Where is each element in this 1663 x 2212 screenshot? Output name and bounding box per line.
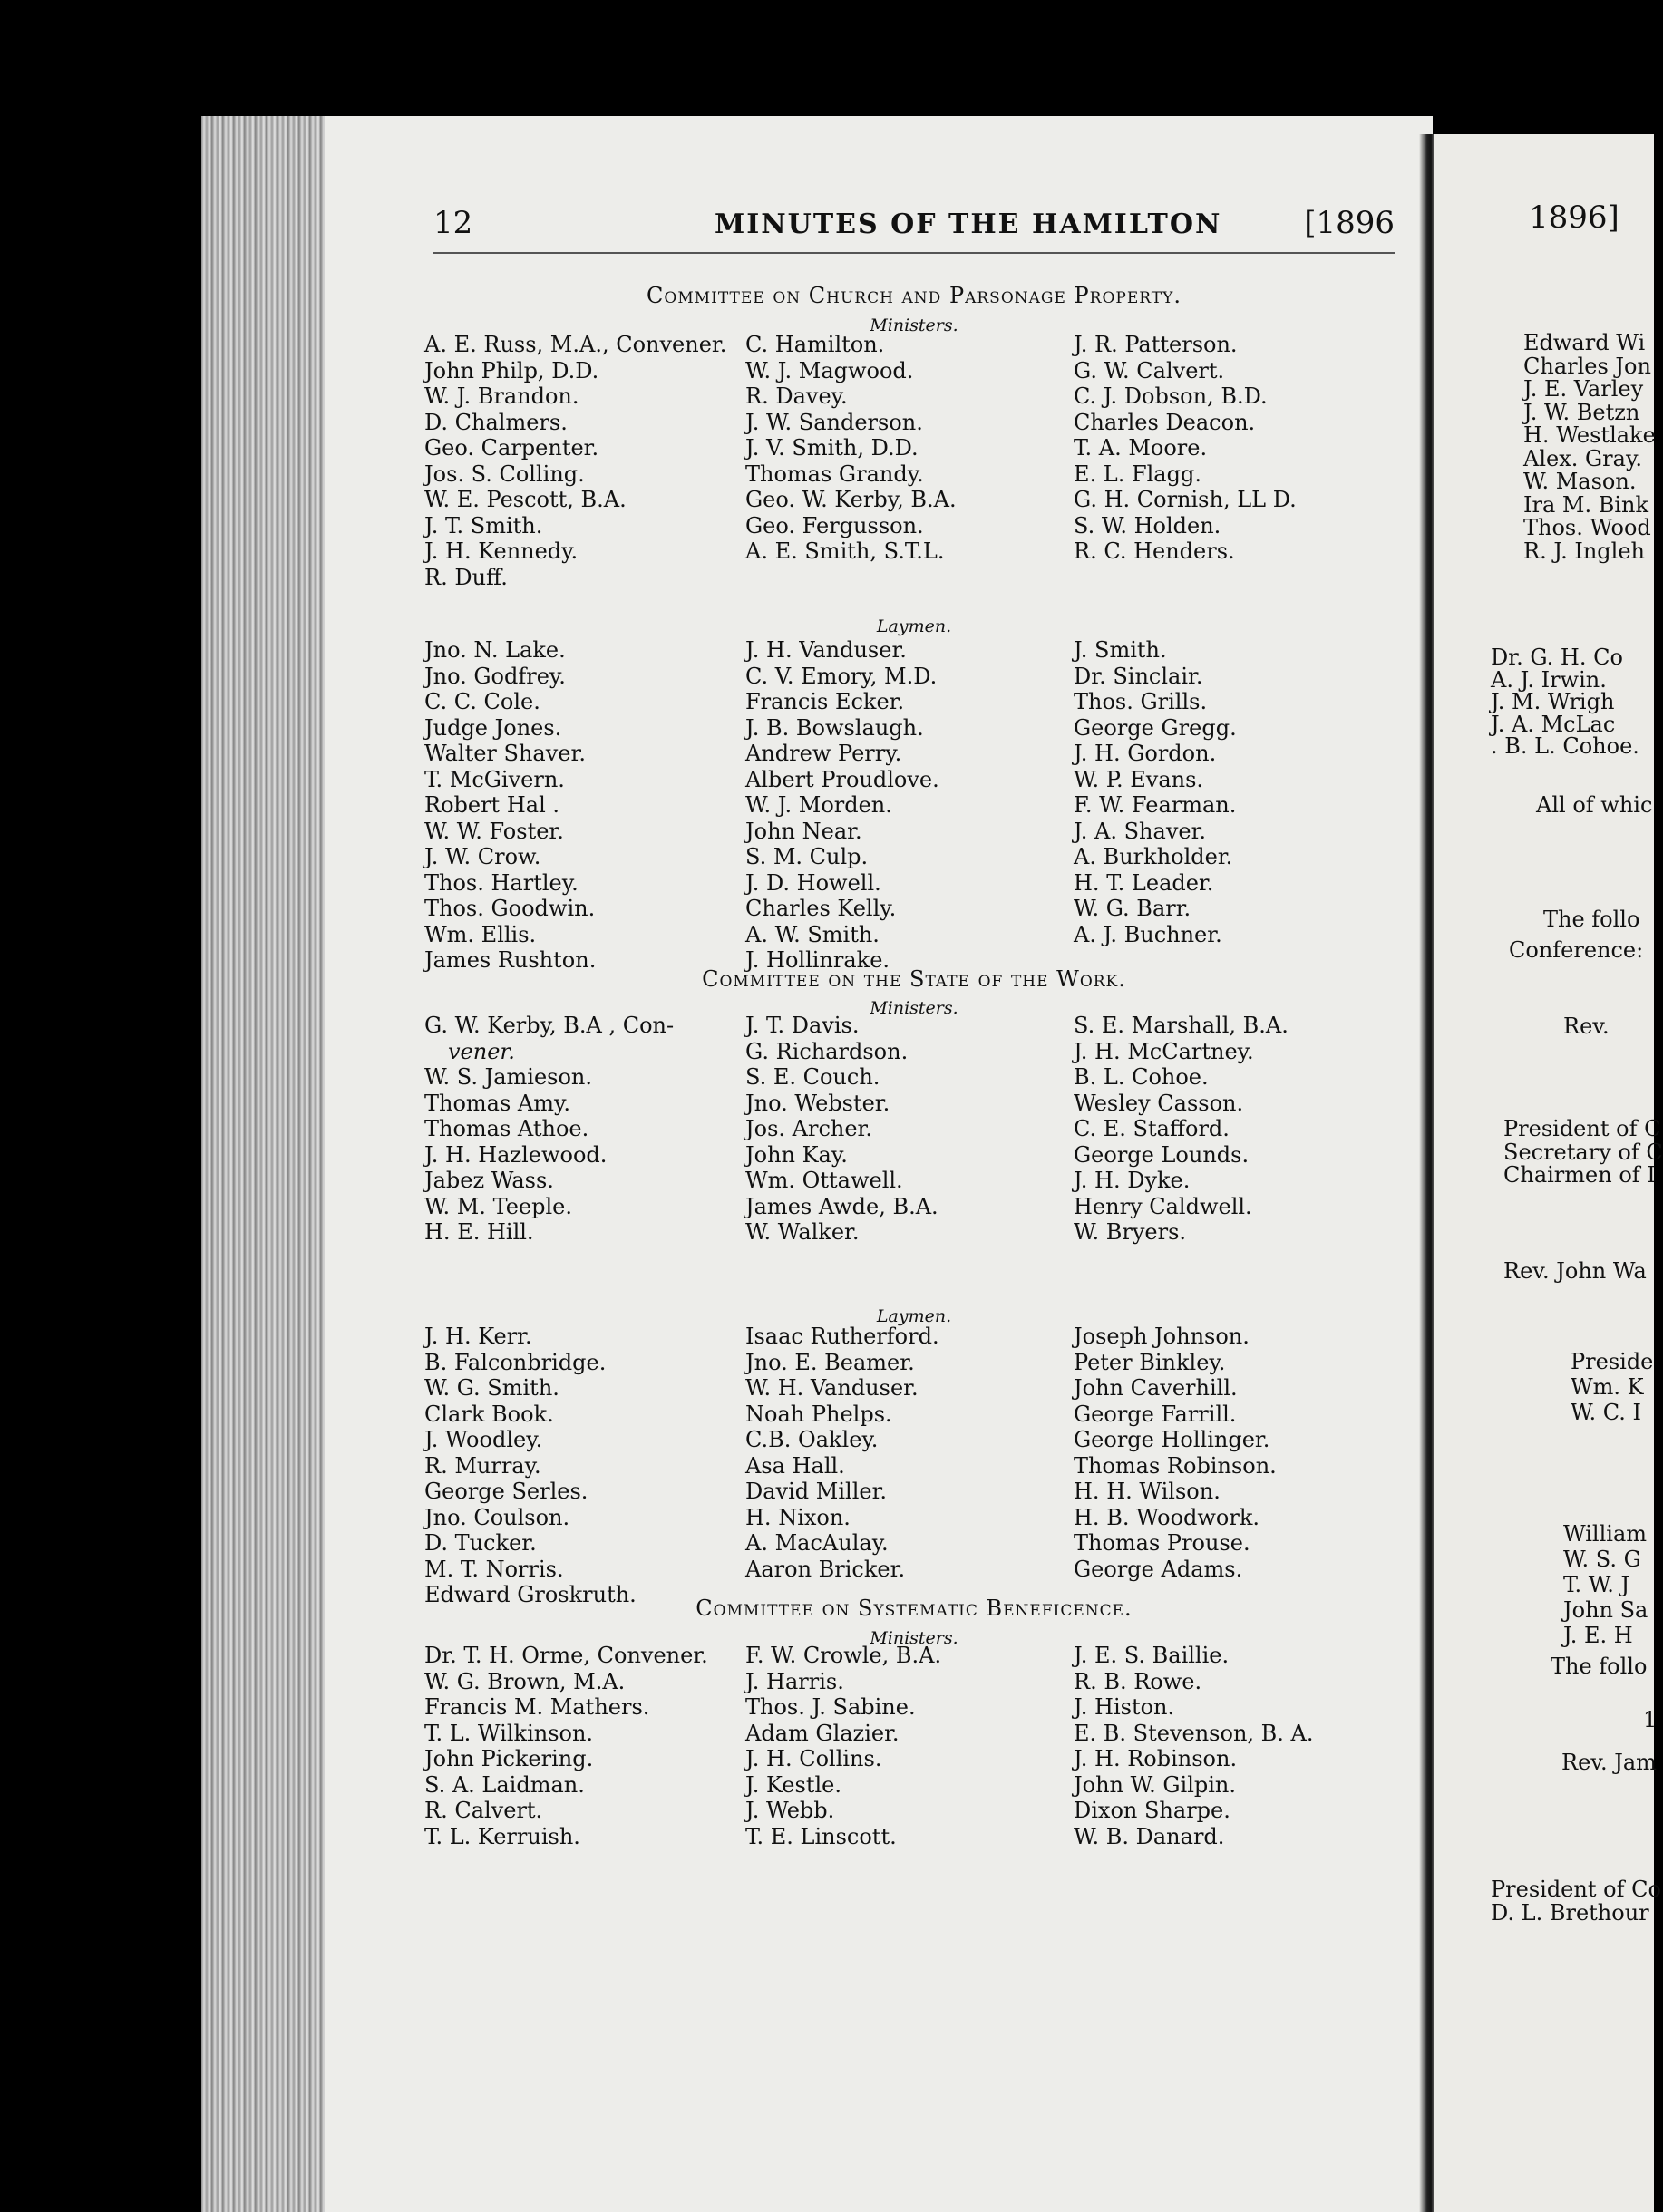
- name-column: [745, 332, 957, 565]
- member-name: C.B. Oakley.: [745, 1427, 879, 1452]
- member-name: J. Woodley.: [424, 1427, 543, 1452]
- member-name: Jabez Wass.: [424, 1168, 554, 1193]
- member-name: M. T. Norris.: [424, 1556, 564, 1582]
- name-column: [1074, 637, 1237, 947]
- right-page-line: . B. L. Cohoe.: [1491, 733, 1639, 759]
- page-number: 12: [433, 205, 473, 241]
- right-page-header: 1896]: [1529, 199, 1619, 236]
- member-name: John Philp, D.D.: [424, 357, 599, 383]
- right-page-line: W. C. I: [1571, 1400, 1641, 1425]
- right-page-line: Conference:: [1509, 937, 1644, 963]
- member-name: J. V. Smith, D.D.: [745, 435, 919, 461]
- member-name: Geo. Fergusson.: [745, 512, 924, 538]
- member-name: Thos. J. Sabine.: [745, 1694, 916, 1720]
- member-name: J. W. Crow.: [424, 844, 541, 869]
- right-page-line: Secretary of C: [1503, 1139, 1663, 1165]
- member-name: J. E. S. Baillie.: [1074, 1643, 1230, 1668]
- name-column: [1074, 1643, 1314, 1849]
- member-name: R. B. Rowe.: [1074, 1668, 1202, 1694]
- right-page-line: R. J. Ingleh: [1523, 538, 1645, 564]
- member-name: G. Richardson.: [745, 1038, 909, 1064]
- member-name: A. Burkholder.: [1074, 844, 1233, 869]
- group-label: Ministers.: [870, 998, 958, 1018]
- right-page-block: [1491, 1877, 1661, 1925]
- member-name: Francis M. Mathers.: [424, 1694, 650, 1720]
- right-page-line: H. Westlake: [1523, 422, 1656, 448]
- member-name: Thos. Goodwin.: [424, 896, 596, 921]
- member-name: J. Histon.: [1074, 1694, 1175, 1720]
- member-name: George Gregg.: [1074, 714, 1237, 741]
- right-page: [1434, 134, 1663, 2212]
- member-name: H. B. Woodwork.: [1074, 1504, 1260, 1530]
- member-name: Geo. Carpenter.: [424, 435, 599, 461]
- name-column: [745, 1013, 938, 1246]
- right-page-line: Thos. Wood: [1523, 515, 1651, 540]
- member-name: D. Chalmers.: [424, 409, 568, 435]
- member-name: Jno. Coulson.: [424, 1504, 570, 1530]
- member-name: W. Bryers.: [1074, 1219, 1187, 1245]
- member-name: J. H. Collins.: [745, 1746, 882, 1771]
- member-name: J. H. Hazlewood.: [424, 1141, 608, 1168]
- member-name: R. Murray.: [424, 1452, 541, 1479]
- member-name: F. W. Crowle, B.A.: [745, 1643, 942, 1668]
- member-name: W. G. Smith.: [424, 1375, 559, 1401]
- right-page-line: Rev. John Wa: [1503, 1258, 1647, 1284]
- member-name: Joseph Johnson.: [1074, 1324, 1250, 1349]
- right-page-line: A. J. Irwin.: [1491, 666, 1607, 693]
- group-label: Laymen.: [876, 1306, 952, 1326]
- member-name: Wm. Ottawell.: [745, 1168, 903, 1193]
- member-name: Walter Shaver.: [424, 741, 586, 766]
- member-name: F. W. Fearman.: [1074, 792, 1237, 818]
- member-name: W. W. Foster.: [424, 818, 564, 844]
- member-name: Thos. Hartley.: [424, 869, 579, 896]
- member-name: J. H. Gordon.: [1074, 741, 1217, 766]
- name-column: [745, 637, 939, 974]
- member-name: James Rushton.: [424, 947, 597, 973]
- right-page-line: W. S. G: [1563, 1547, 1641, 1572]
- right-page-block: [1503, 1258, 1647, 1285]
- name-column: [424, 1013, 674, 1246]
- member-name: J. H. Vanduser.: [745, 637, 907, 663]
- member-name: Aaron Bricker.: [745, 1556, 906, 1582]
- right-page-line: T. W. J: [1563, 1572, 1630, 1597]
- member-name: Wesley Casson.: [1074, 1090, 1244, 1116]
- member-name: George Lounds.: [1074, 1141, 1250, 1168]
- header-year: [1896: [1304, 205, 1395, 241]
- member-name: T. E. Linscott.: [745, 1823, 897, 1849]
- member-name: John Pickering.: [424, 1746, 594, 1771]
- right-page-block: [1543, 907, 1639, 933]
- right-page-line: Chairmen of I: [1503, 1162, 1656, 1188]
- member-name: Judge Jones.: [424, 714, 562, 741]
- member-name: H. T. Leader.: [1074, 869, 1214, 896]
- member-name: Thomas Prouse.: [1074, 1530, 1250, 1556]
- member-name: T. L. Kerruish.: [424, 1823, 580, 1849]
- member-name: Geo. W. Kerby, B.A.: [745, 487, 957, 512]
- right-page-line: William: [1563, 1521, 1648, 1547]
- member-name: T. A. Moore.: [1074, 435, 1208, 461]
- member-name: George Adams.: [1074, 1556, 1243, 1582]
- member-name: Charles Kelly.: [745, 896, 897, 921]
- member-name: Jos. Archer.: [745, 1116, 873, 1141]
- member-name: Thomas Robinson.: [1074, 1452, 1277, 1479]
- page-title: MINUTES OF THE HAMILTON: [715, 209, 1222, 240]
- member-name: J. T. Davis.: [745, 1013, 860, 1038]
- member-name: David Miller.: [745, 1479, 888, 1504]
- member-name: Adam Glazier.: [745, 1720, 900, 1746]
- header-rule: [433, 252, 1395, 254]
- member-name: D. Tucker.: [424, 1530, 537, 1556]
- right-page-line: J. W. Betzn: [1523, 399, 1640, 425]
- member-name: W. H. Vanduser.: [745, 1375, 919, 1401]
- right-page-line: Rev.: [1563, 1014, 1610, 1039]
- member-name: H. H. Wilson.: [1074, 1479, 1221, 1504]
- member-name: C. E. Stafford.: [1074, 1116, 1230, 1141]
- member-name: J. A. Shaver.: [1074, 818, 1207, 844]
- member-name: Charles Deacon.: [1074, 409, 1256, 435]
- member-name: H. Nixon.: [745, 1504, 851, 1530]
- right-page-line: John Sa: [1563, 1597, 1648, 1623]
- member-name: H. E. Hill.: [424, 1219, 534, 1245]
- member-name: A. J. Buchner.: [1074, 921, 1222, 947]
- member-name: Edward Groskruth.: [424, 1582, 637, 1607]
- name-column: [424, 1324, 637, 1608]
- group-label: Ministers.: [870, 315, 958, 335]
- member-name: Thomas Grandy.: [745, 461, 924, 487]
- member-name: W. E. Pescott, B.A.: [424, 487, 627, 512]
- member-name: George Serles.: [424, 1479, 588, 1504]
- member-name: W. M. Teeple.: [424, 1193, 572, 1219]
- right-page-block: [1551, 1654, 1647, 1680]
- right-page-block: [1563, 1014, 1610, 1040]
- group-label: Ministers.: [870, 1628, 958, 1648]
- right-page-line: Wm. K: [1571, 1374, 1644, 1400]
- right-page-block: [1509, 937, 1643, 964]
- right-page-line: Edward Wi: [1523, 330, 1646, 355]
- section-title: Committee on Systematic Beneficence.: [695, 1596, 1133, 1621]
- member-name: Henry Caldwell.: [1074, 1193, 1252, 1219]
- member-name: G. W. Calvert.: [1074, 357, 1225, 383]
- member-name: J. H. Dyke.: [1074, 1168, 1191, 1193]
- member-name: W. J. Magwood.: [745, 357, 914, 383]
- member-name: George Hollinger.: [1074, 1427, 1270, 1452]
- member-name: Jno. N. Lake.: [424, 637, 566, 663]
- member-name: R. Calvert.: [424, 1798, 543, 1823]
- member-name: S. E. Couch.: [745, 1064, 880, 1090]
- section-title: Committee on Church and Parsonage Property.: [647, 283, 1182, 308]
- right-page-line: Preside: [1571, 1349, 1654, 1374]
- member-name: E. B. Stevenson, B. A.: [1074, 1720, 1314, 1746]
- member-name: J. Harris.: [745, 1668, 844, 1694]
- member-name: J. D. Howell.: [745, 869, 881, 896]
- right-page-block: [1503, 1118, 1663, 1188]
- member-name: John Caverhill.: [1074, 1375, 1238, 1401]
- right-page-block: [1491, 646, 1639, 758]
- right-page-line: The follo: [1551, 1654, 1648, 1679]
- right-page-block: [1561, 1750, 1657, 1776]
- member-name: C. C. Cole.: [424, 689, 540, 714]
- member-name: W. G. Barr.: [1074, 896, 1191, 921]
- member-name: Thomas Amy.: [424, 1090, 571, 1116]
- member-name: J. R. Patterson.: [1074, 332, 1238, 357]
- member-name: E. L. Flagg.: [1074, 461, 1201, 487]
- member-name: W. G. Brown, M.A.: [424, 1668, 626, 1694]
- member-name: John Kay.: [745, 1141, 848, 1168]
- member-name: S. A. Laidman.: [424, 1771, 585, 1798]
- member-name: A. E. Smith, S.T.L.: [745, 538, 945, 564]
- name-column: [1074, 1013, 1289, 1246]
- member-name: A. MacAulay.: [745, 1530, 889, 1556]
- member-name: B. Falconbridge.: [424, 1349, 607, 1375]
- member-name: T. L. Wilkinson.: [424, 1720, 594, 1746]
- member-name: W. S. Jamieson.: [424, 1064, 592, 1090]
- member-name: C. Hamilton.: [745, 332, 885, 357]
- name-column: [745, 1324, 939, 1582]
- member-name: Clark Book.: [424, 1401, 554, 1427]
- member-name: W. J. Brandon.: [424, 383, 579, 409]
- member-name: J. H. Kerr.: [424, 1324, 532, 1349]
- member-name: James Awde, B.A.: [745, 1193, 938, 1219]
- right-page-line: The follo: [1543, 907, 1640, 932]
- right-page-block: [1563, 1521, 1648, 1648]
- name-column: [424, 1643, 708, 1849]
- member-name: John W. Gilpin.: [1074, 1771, 1236, 1798]
- member-name: Jno. Webster.: [745, 1090, 890, 1116]
- member-name: S. M. Culp.: [745, 844, 869, 869]
- member-name: C. J. Dobson, B.D.: [1074, 383, 1268, 409]
- member-name: John Near.: [745, 818, 862, 844]
- right-page-line: J. E. Varley: [1523, 376, 1644, 402]
- member-name: J. T. Smith.: [424, 512, 543, 538]
- member-name: S. E. Marshall, B.A.: [1074, 1013, 1289, 1038]
- name-column: [424, 637, 596, 974]
- member-name: R. Davey.: [745, 383, 848, 409]
- member-name: A. E. Russ, M.A., Convener.: [424, 332, 727, 357]
- page-edge: [201, 116, 326, 2212]
- member-name: George Farrill.: [1074, 1401, 1237, 1427]
- member-name: S. W. Holden.: [1074, 512, 1221, 538]
- member-name: J. Smith.: [1074, 637, 1167, 663]
- member-name: R. C. Henders.: [1074, 538, 1235, 564]
- right-page-line: J. A. McLac: [1491, 711, 1616, 737]
- member-name: W. B. Danard.: [1074, 1823, 1225, 1849]
- member-name: Thomas Athoe.: [424, 1116, 589, 1141]
- member-name: Isaac Rutherford.: [745, 1324, 939, 1349]
- right-page-line: President of Co: [1491, 1877, 1661, 1902]
- name-column: [745, 1643, 941, 1849]
- right-page-line: All of whic: [1536, 792, 1653, 818]
- member-name: J. H. Robinson.: [1074, 1746, 1238, 1771]
- member-name: G. W. Kerby, B.A , Con-: [424, 1013, 675, 1038]
- member-name: J. W. Sanderson.: [745, 409, 923, 435]
- member-name: Jno. E. Beamer.: [745, 1349, 915, 1375]
- name-column: [1074, 332, 1297, 565]
- right-page-line: Rev. Jam: [1561, 1750, 1657, 1775]
- right-page-line: Alex. Gray.: [1523, 445, 1642, 471]
- member-name: Noah Phelps.: [745, 1401, 892, 1427]
- member-name: J. B. Bowslaugh.: [745, 714, 924, 741]
- right-page-block: [1643, 1707, 1657, 1733]
- member-name: Robert Hal .: [424, 792, 560, 818]
- member-name: vener.: [448, 1038, 515, 1064]
- right-page-block: [1571, 1349, 1653, 1425]
- member-name: W. J. Morden.: [745, 792, 892, 818]
- right-page-line: J. M. Wrigh: [1491, 689, 1615, 714]
- member-name: B. L. Cohoe.: [1074, 1064, 1209, 1090]
- member-name: R. Duff.: [424, 564, 508, 590]
- right-page-line: Ira M. Bink: [1523, 491, 1649, 518]
- member-name: W. P. Evans.: [1074, 766, 1204, 792]
- right-page-line: Dr. G. H. Co: [1491, 645, 1623, 670]
- member-name: J. Kestle.: [745, 1771, 841, 1798]
- page-header: [433, 205, 1395, 241]
- member-name: T. McGivern.: [424, 766, 565, 792]
- member-name: Albert Proudlove.: [745, 766, 939, 792]
- member-name: J. Webb.: [745, 1798, 835, 1823]
- section-title: Committee on the State of the Work.: [702, 966, 1126, 992]
- right-page-line: W. Mason.: [1523, 469, 1637, 494]
- right-page-block: [1536, 792, 1652, 819]
- right-page-line: President of C: [1503, 1116, 1661, 1141]
- right-page-line: D. L. Brethour: [1491, 1900, 1649, 1926]
- member-name: J. Hollinrake.: [745, 947, 890, 973]
- member-name: G. H. Cornish, LL D.: [1074, 487, 1297, 512]
- member-name: Dixon Sharpe.: [1074, 1798, 1230, 1823]
- member-name: J. H. Kennedy.: [424, 538, 579, 564]
- member-name: Wm. Ellis.: [424, 921, 537, 947]
- member-name: Andrew Perry.: [745, 741, 902, 766]
- right-page-line: 1: [1643, 1707, 1658, 1732]
- group-label: Laymen.: [876, 616, 952, 636]
- right-page-block: [1523, 332, 1656, 563]
- member-name: Dr. Sinclair.: [1074, 663, 1203, 689]
- member-name: W. Walker.: [745, 1219, 860, 1245]
- member-name: A. W. Smith.: [745, 921, 880, 947]
- member-name: Jno. Godfrey.: [424, 663, 566, 689]
- member-name: Jos. S. Colling.: [424, 461, 585, 487]
- right-page-line: Charles Jon: [1523, 353, 1651, 379]
- member-name: Dr. T. H. Orme, Convener.: [424, 1643, 708, 1668]
- member-name: Francis Ecker.: [745, 689, 905, 714]
- member-name: C. V. Emory, M.D.: [745, 663, 938, 689]
- right-page-line: J. E. H: [1563, 1623, 1633, 1648]
- member-name: Peter Binkley.: [1074, 1349, 1226, 1375]
- name-column: [1074, 1324, 1277, 1582]
- member-name: Thos. Grills.: [1074, 689, 1208, 714]
- name-column: [424, 332, 726, 590]
- member-name: J. H. McCartney.: [1074, 1038, 1254, 1064]
- member-name: Asa Hall.: [745, 1452, 845, 1479]
